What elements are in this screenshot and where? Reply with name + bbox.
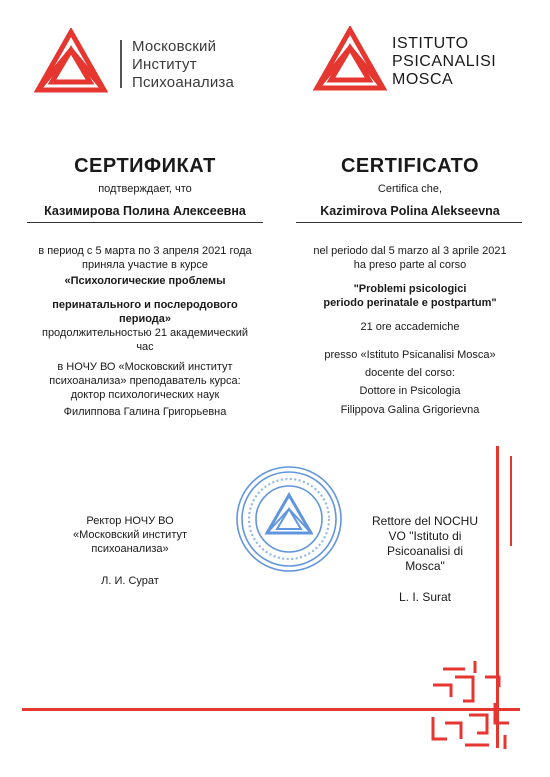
- it-rector-name: L. I. Surat: [398, 590, 452, 604]
- ru-teacher: Филиппова Галина Григорьевна: [63, 406, 227, 418]
- institute-logo-icon: [34, 28, 108, 94]
- logo-divider: [120, 40, 122, 88]
- it-teacher: Dottore in Psicologia: [359, 385, 461, 397]
- it-rector-title: VO "Istituto di: [388, 529, 462, 543]
- ru-course-title: периода»: [118, 313, 172, 325]
- it-duration: 21 ore accademiche: [360, 321, 460, 333]
- ru-rector-title: Ректор НОЧУ ВО: [86, 515, 174, 527]
- it-rector-block: [355, 514, 495, 605]
- official-stamp-icon: [233, 463, 345, 575]
- ru-body: [20, 244, 270, 419]
- ru-period: в период с 5 марта по 3 апреля 2021 года: [38, 245, 252, 257]
- ru-rector-title: психоанализа»: [91, 543, 169, 555]
- decorative-pattern-icon: [425, 655, 525, 755]
- ru-institute: психоанализа» преподаватель курса:: [49, 375, 241, 387]
- logo-line: Психоанализа: [132, 74, 235, 91]
- institute-logo-icon: [313, 26, 387, 92]
- it-rector-title: Psicoanalisi di: [386, 544, 464, 558]
- ru-rector-name: Л. И. Сурат: [101, 575, 159, 587]
- it-teacher: Filippova Galina Grigorievna: [340, 404, 480, 416]
- ru-name-underline: [27, 222, 263, 223]
- ru-duration: продолжительностью 21 академический: [41, 327, 249, 339]
- it-course-title: periodo perinatale e postpartum": [323, 297, 497, 309]
- it-institute: presso «Istituto Psicanalisi Mosca»: [324, 349, 496, 361]
- it-name-underline: [296, 222, 522, 223]
- logo-line: PSICANALISI: [392, 53, 497, 70]
- it-period: nel periodo dal 5 marzo al 3 aprile 2021: [313, 245, 507, 257]
- ru-rector-title: «Московский институт: [72, 529, 188, 541]
- it-rector-title: Mosca": [405, 559, 445, 573]
- logo-line: Институт: [132, 56, 197, 73]
- ru-rector-block: [30, 514, 230, 588]
- it-rector-title: Rettore del NOCHU: [371, 514, 479, 528]
- it-course-title: "Problemi psicologici: [353, 283, 467, 295]
- it-body: [285, 244, 535, 417]
- it-subtitle: Certifica che,: [377, 183, 443, 195]
- decorative-frame-right-inner: [510, 456, 512, 546]
- ru-course-title: перинатального и послеродового: [52, 299, 238, 311]
- ru-teacher: доктор психологических наук: [70, 389, 220, 401]
- ru-title: СЕРТИФИКАТ: [74, 155, 216, 177]
- it-participated: ha preso parte al corso: [353, 259, 467, 271]
- logo-name-ru: [132, 38, 234, 92]
- logo-name-it: [392, 35, 496, 89]
- ru-institute: в НОЧУ ВО «Московский институт: [57, 361, 233, 373]
- ru-recipient-name: Казимирова Полина Алексеевна: [44, 204, 246, 218]
- ru-subtitle: подтверждает, что: [98, 183, 192, 195]
- ru-participated: приняла участие в курсе: [82, 259, 208, 271]
- logo-line: Московский: [132, 38, 217, 55]
- ru-course-title: «Психологические проблемы: [64, 275, 226, 287]
- logo-line: ISTITUTO: [392, 35, 469, 52]
- it-teacher: docente del corso:: [365, 367, 455, 379]
- ru-column: [20, 155, 270, 218]
- it-recipient-name: Kazimirova Polina Alekseevna: [320, 204, 500, 218]
- it-column: [285, 155, 535, 218]
- it-title: CERTIFICATO: [340, 155, 480, 177]
- logo-line: MOSCA: [392, 71, 454, 88]
- ru-duration: час: [136, 341, 154, 353]
